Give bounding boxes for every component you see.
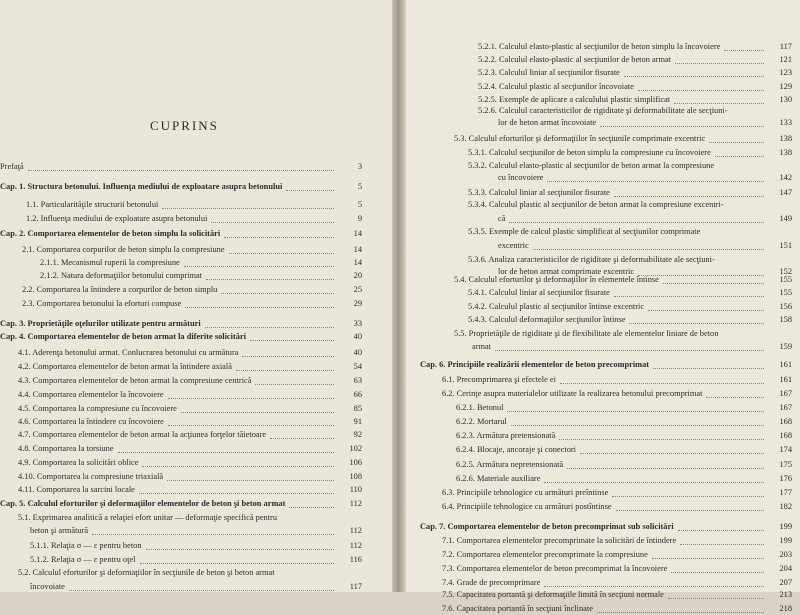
dot-leader	[668, 585, 764, 599]
dot-leader	[614, 283, 764, 297]
entry-page-number: 108	[349, 472, 362, 481]
entry-title: 2.1.1. Mecanismul ruperii la compresiune	[40, 258, 180, 267]
entry-title: 6.2.5. Armătura nepretensionată	[456, 460, 564, 469]
dot-leader	[678, 517, 764, 531]
dot-leader	[28, 157, 334, 171]
entry-page-number: 112	[349, 526, 362, 535]
dot-leader	[671, 559, 764, 573]
left-toc-row	[0, 330, 392, 343]
entry-page-number: 156	[779, 302, 792, 311]
entry-page-number: 14	[353, 258, 362, 267]
dot-leader	[544, 469, 764, 483]
entry-title: 5.2.4. Calculul plastic al secţiunilor încovoiate	[478, 82, 634, 91]
entry-title: încovoiate	[30, 582, 65, 591]
dot-leader	[162, 195, 334, 209]
dot-leader	[211, 209, 334, 223]
left-toc-row	[0, 580, 392, 593]
entry-title: 7.1. Comportarea elementelor precomprimate la solicitări de întindere	[442, 536, 677, 545]
dot-leader	[597, 599, 764, 613]
entry-title: 5.3.6. Analiza caracteristicilor de rigiditate şi deformabilitate ale secţiuni-	[468, 255, 715, 264]
entry-page-number: 33	[353, 319, 362, 328]
entry-title: 5.1.2. Relaţia σ — ε pentru oţel	[30, 555, 136, 564]
entry-title: Cap. 1. Structura betonului. Influenţa mediului de exploatare asupra betonului	[0, 182, 283, 191]
dot-leader	[167, 467, 334, 481]
dot-leader	[675, 50, 764, 64]
book-gutter	[392, 0, 406, 592]
entry-page-number: 92	[353, 430, 362, 439]
entry-title: 5.1.1. Relaţia σ — ε pentru beton	[30, 541, 142, 550]
dot-leader	[142, 453, 334, 467]
entry-page-number: 168	[779, 417, 792, 426]
dot-leader	[547, 168, 764, 182]
entry-title: 5.2.5. Exemple de aplicare a calculului plastic simplificat	[478, 95, 671, 104]
entry-page-number: 3	[357, 162, 362, 171]
entry-page-number: 155	[779, 288, 792, 297]
entry-page-number: 158	[779, 315, 792, 324]
dot-leader	[242, 343, 334, 357]
entry-page-number: 167	[779, 403, 792, 412]
entry-title: 4.5. Comportarea la compresiune cu încovoiere	[18, 404, 177, 413]
dot-leader	[168, 385, 334, 399]
entry-title: Cap. 7. Comportarea elementelor de beton precomprimat sub solicitări	[420, 522, 674, 531]
entry-page-number: 138	[779, 134, 792, 143]
entry-page-number: 218	[779, 604, 792, 613]
entry-title: 5.1. Exprimarea analitică a relaţiei efort unitar — deformaţie specifică pentru	[18, 513, 278, 522]
entry-title: 2.1. Comportarea corpurilor de beton simplu la compresiune	[22, 245, 225, 254]
entry-page-number: 123	[779, 68, 792, 77]
dot-leader	[255, 371, 334, 385]
entry-title: 5.5. Proprietăţile de rigiditate şi de flexibilitate ale elementelor liniare de beton	[454, 329, 719, 338]
entry-title: 7.2. Comportarea elementelor precomprimate la compresiune	[442, 550, 648, 559]
dot-leader	[250, 327, 334, 341]
left-toc-row	[0, 497, 392, 510]
entry-page-number: 121	[779, 55, 792, 64]
entry-title: 5.4. Calculul eforturilor şi deformaţiilor în elementele întinse	[454, 275, 659, 284]
dot-leader	[715, 143, 764, 157]
entry-page-number: 177	[779, 488, 792, 497]
entry-page-number: 207	[779, 578, 792, 587]
dot-leader	[140, 550, 335, 564]
entry-title: 4.7. Comportarea elementelor de beton armat la acţiunea forţelor tăietoare	[18, 430, 267, 439]
right-toc-row	[406, 500, 800, 513]
entry-title: 6.2.6. Materiale auxiliare	[456, 474, 541, 483]
entry-page-number: 112	[349, 499, 362, 508]
dot-leader	[146, 536, 334, 550]
entry-page-number: 110	[349, 485, 362, 494]
entry-title: armat	[472, 342, 492, 351]
entry-title: 6.4. Principiile tehnologice cu armături postîntinse	[442, 502, 612, 511]
dot-leader	[559, 426, 764, 440]
entry-page-number: 91	[353, 417, 362, 426]
entry-title: 5.2.6. Calculul caracteristicilor de rigiditate şi deformabilitate ale secţiuni-	[478, 106, 728, 115]
dot-leader	[624, 63, 764, 77]
entry-page-number: 167	[779, 389, 792, 398]
entry-page-number: 14	[353, 229, 362, 238]
dot-leader	[600, 113, 764, 127]
entry-page-number: 151	[779, 241, 792, 250]
entry-title: 4.4. Comportarea elementelor la încovoiere	[18, 390, 164, 399]
entry-page-number: 25	[353, 285, 362, 294]
entry-title: 5.2. Calculul eforturilor şi deformaţiilor în secţiunile de beton şi beton armat	[18, 568, 275, 577]
entry-title: 5.3.5. Exemple de calcul plastic simplificat al secţiunilor comprimate	[468, 227, 701, 236]
dot-leader	[638, 77, 764, 91]
entry-title: 7.5. Capacitatea portantă şi deformaţiile limită în secţiuni normale	[442, 590, 664, 599]
entry-page-number: 176	[779, 474, 792, 483]
entry-title: 7.3. Comportarea elementelor de beton precomprimat la încovoiere	[442, 564, 668, 573]
dot-leader	[92, 521, 334, 535]
entry-title: 6.2. Cerinţe asupra materialelor utilizate la realizarea betonului precomprimat	[442, 389, 703, 398]
entry-page-number: 5	[357, 182, 362, 191]
right-toc-row	[406, 340, 800, 353]
dot-leader	[652, 545, 764, 559]
dot-leader	[724, 37, 764, 51]
left-page	[0, 0, 392, 592]
right-page	[406, 0, 800, 613]
dot-leader	[205, 314, 334, 328]
entry-page-number: 161	[779, 375, 792, 384]
dot-leader	[509, 209, 764, 223]
entry-title: lor de beton armat comprimate excentric	[498, 267, 635, 276]
entry-page-number: 106	[349, 458, 362, 467]
dot-leader	[680, 531, 764, 545]
left-toc-row	[0, 160, 392, 173]
entry-page-number: 63	[353, 376, 362, 385]
dot-leader	[533, 236, 764, 250]
entry-page-number: 152	[779, 267, 792, 276]
dot-leader	[289, 494, 334, 508]
entry-title: Cap. 5. Calculul eforturilor şi deformaţiilor elementelor de beton şi beton armat	[0, 499, 286, 508]
entry-title: 4.10. Comportarea la compresiune triaxială	[18, 472, 164, 481]
entry-page-number: 213	[779, 590, 792, 599]
right-toc-row	[406, 602, 800, 615]
dot-leader	[224, 224, 334, 238]
entry-page-number: 116	[349, 555, 362, 564]
entry-page-number: 29	[353, 299, 362, 308]
entry-page-number: 142	[779, 173, 792, 182]
entry-title: 2.2. Comportarea la întindere a corpurilor de beton simplu	[22, 285, 218, 294]
entry-page-number: 129	[779, 82, 792, 91]
entry-page-number: 85	[353, 404, 362, 413]
dot-leader	[139, 480, 334, 494]
entry-title: 5.3. Calculul eforturilor şi deformaţiilor în secţiunile comprimate excentric	[454, 134, 706, 143]
entry-page-number: 66	[353, 390, 362, 399]
entry-page-number: 147	[779, 188, 792, 197]
entry-title: 4.6. Comportarea la întindere cu încovoiere	[18, 417, 164, 426]
entry-title: 6.2.2. Mortarul	[456, 417, 507, 426]
entry-title: 4.2. Comportarea elementelor de beton armat la întindere axială	[18, 362, 232, 371]
dot-leader	[495, 337, 764, 351]
entry-title: 5.2.3. Calculul liniar al secţiunilor fisurate	[478, 68, 620, 77]
entry-page-number: 159	[779, 342, 792, 351]
entry-title: 2.3. Comportarea betonului la eforturi compuse	[22, 299, 182, 308]
entry-title: 1.1. Particularităţile structurii betonului	[26, 200, 159, 209]
dot-leader	[614, 183, 764, 197]
right-toc-row	[406, 146, 800, 159]
entry-page-number: 133	[779, 118, 792, 127]
entry-page-number: 174	[779, 445, 792, 454]
entry-page-number: 9	[357, 214, 362, 223]
entry-title: 7.6. Capacitatea portantă în secţiuni înclinate	[442, 604, 593, 613]
dot-leader	[507, 398, 764, 412]
entry-page-number: 40	[353, 348, 362, 357]
dot-leader	[629, 310, 764, 324]
dot-leader	[69, 577, 334, 591]
entry-title: Cap. 6. Principiile realizării elementelor de beton precomprimat	[420, 360, 650, 369]
dot-leader	[118, 439, 334, 453]
entry-title: Cap. 3. Proprietăţile oţelurilor utilizate pentru armături	[0, 319, 201, 328]
entry-title: 5.3.1. Calculul secţiunilor de beton simplu la compresiune cu încovoiere	[468, 148, 711, 157]
dot-leader	[221, 280, 334, 294]
left-toc-row	[0, 297, 392, 310]
entry-title: că	[498, 214, 506, 223]
dot-leader	[653, 355, 764, 369]
dot-leader	[706, 384, 764, 398]
dot-leader	[674, 90, 764, 104]
dot-leader	[286, 177, 334, 191]
entry-title: 5.2.2. Calculul elasto-plastic al secţiunilor de beton armat	[478, 55, 672, 64]
dot-leader	[270, 425, 334, 439]
entry-title: 5.3.3. Calculul liniar al secţiunilor fisurate	[468, 188, 610, 197]
entry-title: 5.4.2. Calculul plastic al secţiunilor întinse excentric	[468, 302, 645, 311]
entry-title: 6.2.1. Betonul	[456, 403, 504, 412]
entry-page-number: 117	[349, 582, 362, 591]
entry-title: lor de beton armat încovoiate	[498, 118, 597, 127]
entry-page-number: 175	[779, 460, 792, 469]
dot-leader	[229, 240, 334, 254]
right-toc-row	[406, 116, 800, 129]
entry-title: Prefaţă	[0, 162, 24, 171]
dot-leader	[580, 440, 764, 454]
entry-page-number: 130	[779, 95, 792, 104]
entry-title: 7.4. Grade de precomprimare	[442, 578, 541, 587]
entry-title: 5.2.1. Calculul elasto-plastic al secţiunilor de beton simplu la încovoiere	[478, 42, 721, 51]
right-toc-row	[406, 239, 800, 252]
entry-title: 5.3.2. Calculul elasto-plastic al secţiunilor de beton armat la compresiune	[468, 161, 715, 170]
dot-leader	[663, 270, 764, 284]
entry-title: 4.1. Aderenţa betonului armat. Conlucrarea betonului cu armătura	[18, 348, 239, 357]
entry-title: 2.1.2. Natura deformaţiilor betonului comprimat	[40, 271, 203, 280]
entry-title: beton şi armătură	[30, 526, 89, 535]
entry-page-number: 138	[779, 148, 792, 157]
entry-title: 5.4.3. Calculul deformaţiilor secţiunilor întinse	[468, 315, 626, 324]
entry-page-number: 102	[349, 444, 362, 453]
dot-leader	[616, 497, 764, 511]
dot-leader	[184, 253, 334, 267]
entry-title: 6.3. Principiile tehnologice cu armături preîntinse	[442, 488, 609, 497]
left-toc-row	[0, 180, 392, 193]
entry-page-number: 149	[779, 214, 792, 223]
entry-title: Cap. 4. Comportarea elementelor de beton armat la diferite solicitări	[0, 332, 246, 341]
left-toc-row	[0, 553, 392, 566]
entry-page-number: 161	[779, 360, 792, 369]
entry-page-number: 5	[357, 200, 362, 209]
entry-title: excentric	[498, 241, 529, 250]
entry-title: 4.8. Comportarea la torsiune	[18, 444, 114, 453]
entry-title: Cap. 2. Comportarea elementelor de beton simplu la solicitări	[0, 229, 221, 238]
entry-page-number: 117	[779, 42, 792, 51]
entry-page-number: 54	[353, 362, 362, 371]
entry-page-number: 204	[779, 564, 792, 573]
entry-page-number: 155	[779, 275, 792, 284]
entry-title: 6.2.3. Armătura pretensionată	[456, 431, 556, 440]
left-toc-row	[0, 227, 392, 240]
dot-leader	[236, 357, 334, 371]
dot-leader	[560, 370, 764, 384]
entry-page-number: 203	[779, 550, 792, 559]
entry-title: 6.1. Precomprimarea şi efectele ei	[442, 375, 556, 384]
entry-title: 5.4.1. Calculul liniar al secţiunilor fisurate	[468, 288, 610, 297]
dot-leader	[511, 412, 764, 426]
entry-title: 6.2.4. Blocaje, ancoraje şi conectori	[456, 445, 576, 454]
dot-leader	[648, 297, 764, 311]
dot-leader	[709, 129, 764, 143]
right-toc-row	[406, 313, 800, 326]
entry-title: 4.11. Comportarea la sarcini locale	[18, 485, 135, 494]
dot-leader	[612, 483, 764, 497]
dot-leader	[181, 399, 334, 413]
dot-leader	[567, 455, 764, 469]
entry-page-number: 199	[779, 536, 792, 545]
entry-title: 4.9. Comportarea la solicitări oblice	[18, 458, 139, 467]
dot-leader	[206, 266, 334, 280]
entry-page-number: 168	[779, 431, 792, 440]
entry-page-number: 199	[779, 522, 792, 531]
dot-leader	[185, 294, 334, 308]
entry-page-number: 182	[779, 502, 792, 511]
entry-title: cu încovoiere	[498, 173, 544, 182]
entry-title: 5.3.4. Calculul plastic al secţiunilor de beton armat la compresiune excentri-	[468, 200, 724, 209]
entry-page-number: 14	[353, 245, 362, 254]
dot-leader	[168, 412, 334, 426]
right-toc-row	[406, 212, 800, 225]
entry-page-number: 40	[353, 332, 362, 341]
entry-title: 4.3. Comportarea elementelor de beton armat la compresiune centrică	[18, 376, 252, 385]
entry-page-number: 112	[349, 541, 362, 550]
entry-page-number: 20	[353, 271, 362, 280]
toc-title: CUPRINS	[150, 118, 219, 133]
entry-title: 1.2. Influenţa mediului de exploatare asupra betonului	[26, 214, 208, 223]
